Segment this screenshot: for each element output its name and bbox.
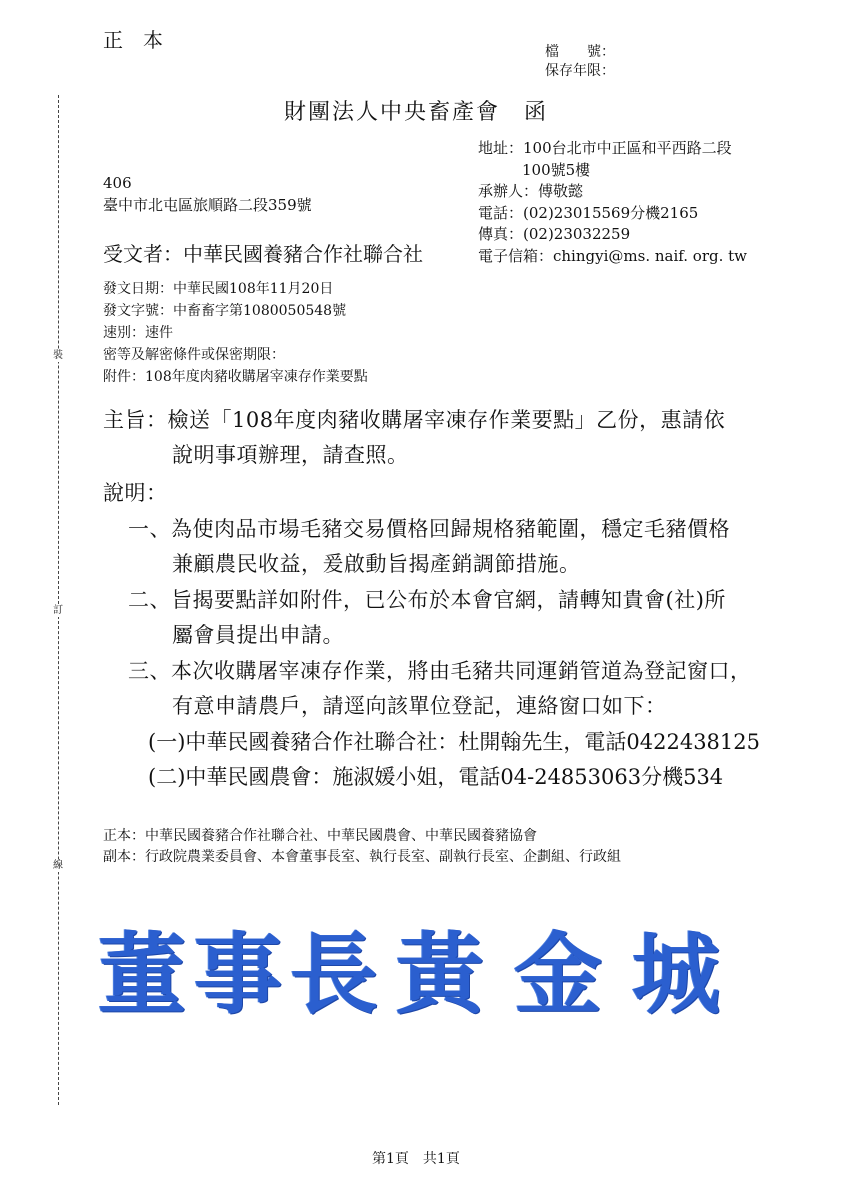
binding-mark-bind: 裝 bbox=[53, 350, 63, 361]
page-number: 第1頁 共1頁 bbox=[372, 1151, 460, 1167]
sender-address-line1: 地址：100台北市中正區和平西路二段 bbox=[478, 139, 732, 157]
copy-recipients: 副本：行政院農業委員會、本會董事長室、執行長室、副執行長室、企劃組、行政組 bbox=[103, 849, 621, 865]
explanation-item3-line2: 有意申請農戶，請逕向該單位登記，連絡窗口如下： bbox=[172, 694, 667, 718]
explanation-heading: 說明： bbox=[103, 481, 168, 505]
reference-number: 發文字號：中畜畜字第1080050548號 bbox=[103, 303, 347, 319]
file-number-label: 檔 號： bbox=[545, 44, 615, 60]
secrecy-level: 密等及解密條件或保密期限： bbox=[103, 347, 285, 363]
retention-period-label: 保存年限： bbox=[545, 63, 615, 79]
sender-email: 電子信箱：chingyi@ms. naif. org. tw bbox=[478, 247, 748, 265]
issue-date: 發文日期：中華民國108年11月20日 bbox=[103, 281, 334, 297]
sender-phone: 電話：(02)23015569分機2165 bbox=[478, 204, 699, 222]
delivery-speed: 速別：速件 bbox=[103, 325, 173, 341]
recipient-name: 受文者：中華民國養豬合作社聯合社 bbox=[103, 242, 423, 266]
copy-mark: 正 本 bbox=[103, 28, 163, 52]
sender-fax: 傳真：(02)23032259 bbox=[478, 225, 631, 243]
subject-line1: 主旨：檢送「108年度肉豬收購屠宰凍存作業要點」乙份，惠請依 bbox=[103, 408, 726, 432]
explanation-item1-line2: 兼顧農民收益，爰啟動旨揭產銷調節措施。 bbox=[172, 552, 581, 576]
sender-address-line2: 100號5樓 bbox=[522, 161, 591, 179]
seal-char: 董 bbox=[98, 922, 187, 1026]
sender-contact-person: 承辦人：傅敬懿 bbox=[478, 182, 584, 200]
recipient-postal-code: 406 bbox=[103, 174, 132, 192]
binding-mark-stitch: 訂 bbox=[53, 605, 63, 616]
seal-char: 黃 bbox=[396, 922, 485, 1026]
chairman-seal bbox=[98, 905, 750, 1031]
binding-mark-line: 線 bbox=[53, 860, 63, 871]
original-recipients: 正本：中華民國養豬合作社聯合社、中華民國農會、中華民國養豬協會 bbox=[103, 828, 537, 844]
explanation-item1-line1: 一、為使肉品市場毛豬交易價格回歸規格豬範圍，穩定毛豬價格 bbox=[128, 517, 730, 541]
contact-window-1: (一)中華民國養豬合作社聯合社：杜開翰先生，電話0422438125 bbox=[148, 730, 760, 754]
seal-char: 長 bbox=[290, 922, 379, 1026]
contact-window-2: (二)中華民國農會：施淑媛小姐，電話04-24853063分機534 bbox=[148, 765, 724, 789]
document-title: 財團法人中央畜產會 函 bbox=[284, 100, 549, 125]
seal-char: 金 bbox=[514, 922, 603, 1026]
attachment: 附件：108年度肉豬收購屠宰凍存作業要點 bbox=[103, 369, 368, 385]
recipient-address: 臺中市北屯區旅順路二段359號 bbox=[103, 196, 312, 214]
explanation-item2-line2: 屬會員提出申請。 bbox=[172, 623, 344, 647]
binding-line bbox=[58, 95, 59, 1105]
subject-line2: 說明事項辦理，請查照。 bbox=[172, 443, 409, 467]
explanation-item3-line1: 三、本次收購屠宰凍存作業，將由毛豬共同運銷管道為登記窗口， bbox=[128, 659, 752, 683]
seal-char: 事 bbox=[194, 922, 283, 1026]
seal-char: 城 bbox=[632, 922, 721, 1026]
explanation-item2-line1: 二、旨揭要點詳如附件，已公布於本會官網，請轉知貴會(社)所 bbox=[128, 588, 726, 612]
